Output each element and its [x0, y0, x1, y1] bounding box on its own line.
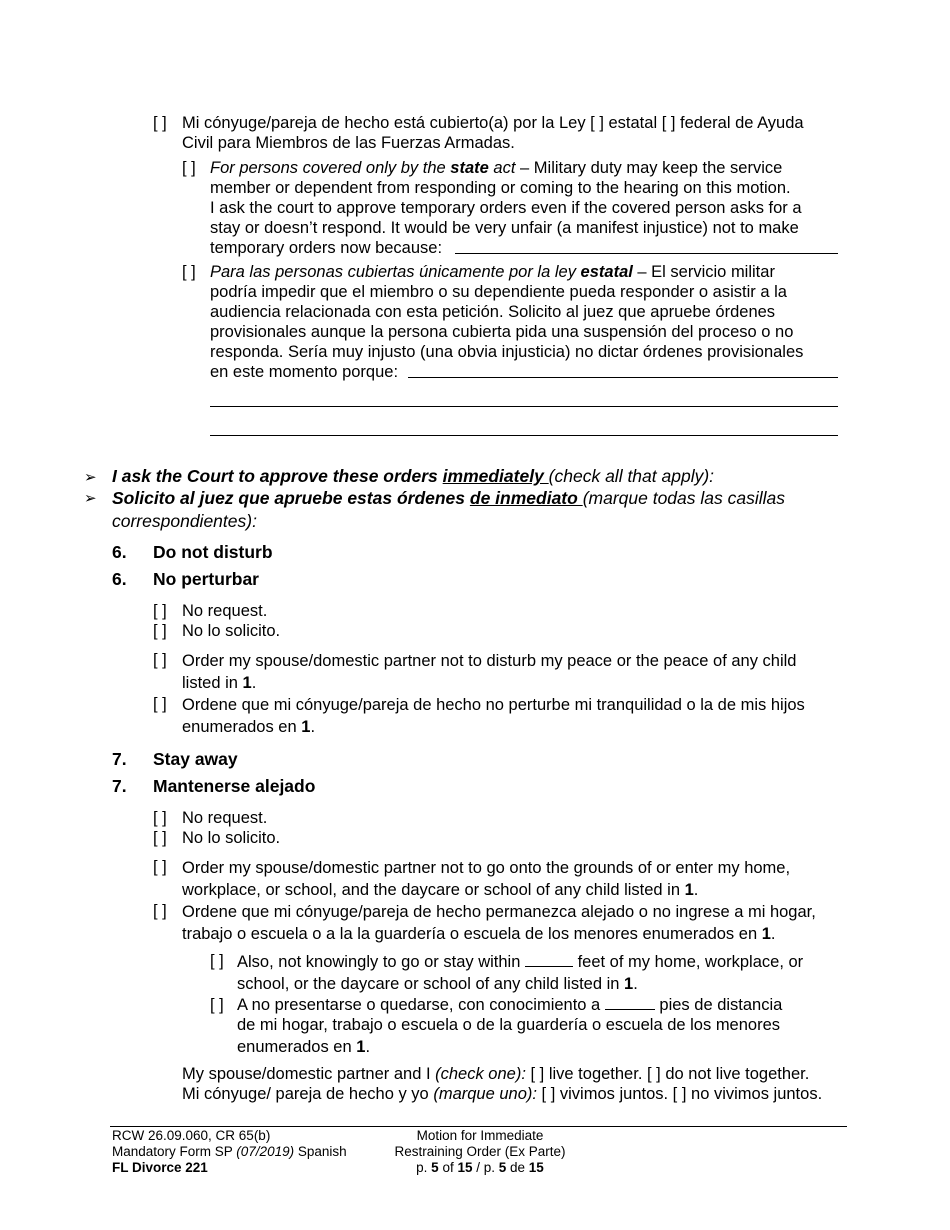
state-act-en-reason-line[interactable]: [455, 253, 838, 254]
s7-no-request-label: No request.: [182, 809, 268, 827]
s6-no-solicito-checkbox[interactable]: [ ]: [153, 622, 167, 640]
state-act-es-reason-line-3[interactable]: [210, 435, 838, 436]
footer-center: Motion for Immediate Restraining Order (Ex Parte) p. 5 of 15 / p. 5 de 15: [380, 1128, 580, 1176]
s6-no-request-checkbox[interactable]: [ ]: [153, 602, 167, 620]
s7-also-en-checkbox[interactable]: [ ]: [210, 952, 224, 970]
immediate-es: Solicito al juez que apruebe estas órdenes de inmediato (marque todas las casillas correspondientes):: [112, 488, 785, 531]
state-act-en-checkbox[interactable]: [ ]: [182, 159, 196, 177]
s6-order-en-text: Order my spouse/domestic partner not to disturb my peace or the peace of any child listed in 1.: [182, 652, 797, 692]
immediate-en: I ask the Court to approve these orders immediately (check all that apply):: [112, 466, 715, 486]
s7-also-en-text: Also, not knowingly to go or stay within feet of my home, workplace, or school, or the daycare or school of any child listed in 1.: [237, 953, 804, 993]
military-intro: Mi cónyuge/pareja de hecho está cubierto(a) por la Ley [ ] estatal [ ] federal de Ayuda Civil para Miembros de las Fuerzas Armadas.: [182, 114, 804, 152]
s7-order-es-checkbox[interactable]: [ ]: [153, 902, 167, 920]
s7-order-es-text: Ordene que mi cónyuge/pareja de hecho permanezca alejado o no ingrese a mi hogar, trabajo o escuela o a la la guardería o escuela de los menores enumerados en 1.: [182, 903, 816, 943]
s7-order-en-checkbox[interactable]: [ ]: [153, 858, 167, 876]
s7-order-en-text: Order my spouse/domestic partner not to go onto the grounds of or enter my home, workplace, or school, and the daycare or school of any child listed in 1.: [182, 859, 791, 899]
footer-divider: [110, 1126, 847, 1127]
s7-live-together: My spouse/domestic partner and I (check one): [ ] live together. [ ] do not live together. Mi cónyuge/ pareja de hecho y yo (marque uno): [ ] vivimos juntos. [ ] no vivimos juntos.: [182, 1065, 823, 1103]
section-7-title-es: Mantenerse alejado: [153, 776, 316, 796]
s6-order-es-text: Ordene que mi cónyuge/pareja de hecho no perturbe mi tranquilidad o la de mis hijos enumerados en 1.: [182, 696, 805, 736]
state-act-en-text: For persons covered only by the state act – Military duty may keep the service member or dependent from responding or coming to the hearing on this motion. I ask the court to approve temporary orders even if the covered person asks for a stay or doesn’t respond. It would be very unfair (a manifest injustice) not to make temporary orders now because:: [210, 159, 802, 257]
state-act-es-checkbox[interactable]: [ ]: [182, 263, 196, 281]
s7-also-es-checkbox[interactable]: [ ]: [210, 996, 224, 1014]
footer-left: RCW 26.09.060, CR 65(b) Mandatory Form SP (07/2019) Spanish FL Divorce 221: [112, 1128, 347, 1175]
s7-feet-blank[interactable]: [525, 952, 573, 967]
s7-no-request-checkbox[interactable]: [ ]: [153, 809, 167, 827]
s7-no-solicito-checkbox[interactable]: [ ]: [153, 829, 167, 847]
state-act-es-reason-line-2[interactable]: [210, 406, 838, 407]
s6-no-request-label: No request.: [182, 602, 268, 620]
s7-no-solicito-label: No lo solicito.: [182, 829, 281, 847]
state-act-es-reason-line[interactable]: [408, 377, 838, 378]
s6-order-es-checkbox[interactable]: [ ]: [153, 695, 167, 713]
section-7-title-en: Stay away: [153, 749, 238, 769]
section-6-title-es: No perturbar: [153, 569, 259, 589]
arrow-bullet-icon: ➢: [84, 490, 97, 507]
s6-no-solicito-label: No lo solicito.: [182, 622, 281, 640]
arrow-bullet-icon: ➢: [84, 469, 97, 486]
s7-also-es-text: A no presentarse o quedarse, con conocimiento a pies de distancia de mi hogar, trabajo o escuela o de la guardería o escuela de los menores enumerados en 1.: [237, 996, 783, 1056]
state-act-es-text: Para las personas cubiertas únicamente por la ley estatal – El servicio militar podría impedir que el miembro o su dependiente pueda responder o asistir a la audiencia relacionada con esta petición. Solicito al juez que apruebe órdenes provisionales aunque la persona cubierta pida una suspensión del proceso o no responda. Sería muy injusto (una obvia injusticia) no dictar órdenes provisionales en este momento porque:: [210, 263, 804, 381]
section-6-title-en: Do not disturb: [153, 542, 273, 562]
section-6-number-es: 6.: [112, 569, 127, 589]
s7-pies-blank[interactable]: [605, 995, 655, 1010]
section-7-number-es: 7.: [112, 776, 127, 796]
section-6-number: 6.: [112, 542, 127, 562]
military-checkbox[interactable]: [ ]: [153, 114, 167, 132]
section-7-number: 7.: [112, 749, 127, 769]
s6-order-en-checkbox[interactable]: [ ]: [153, 651, 167, 669]
page-number: p. 5 of 15 / p. 5 de 15: [416, 1160, 544, 1175]
